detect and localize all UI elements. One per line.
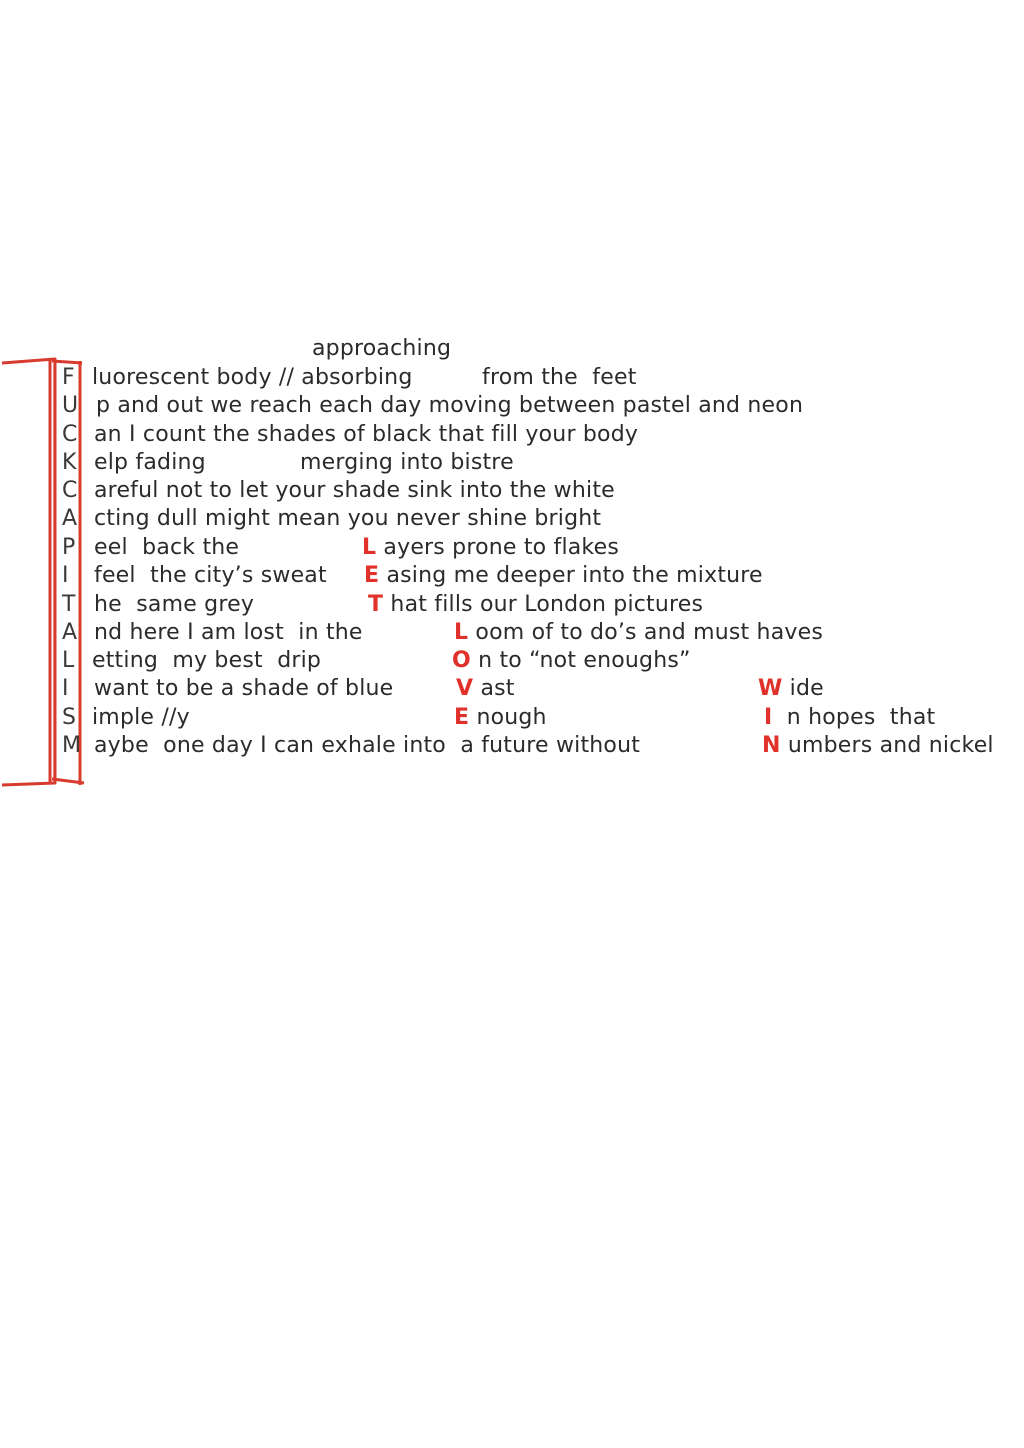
second-acrostic-line: [456, 675, 515, 703]
poem-line: he same grey: [94, 592, 255, 617]
second-acrostic-letter: T: [368, 592, 384, 617]
acrostic-letter: M: [62, 733, 81, 758]
poem-line: want to be a shade of blue: [94, 676, 394, 701]
third-acrostic-text: umbers and nickel: [787, 733, 994, 758]
acrostic-letter: L: [62, 648, 75, 673]
second-acrostic-line: [454, 619, 823, 647]
poem-line: elp fading: [94, 450, 206, 475]
acrostic-letter: C: [62, 478, 78, 503]
second-acrostic-letter: O: [452, 648, 471, 673]
second-acrostic-letter: E: [454, 705, 470, 730]
second-acrostic-letter: L: [454, 620, 469, 645]
acrostic-letter: P: [62, 535, 76, 560]
poem-line: p and out we reach each day moving between pastel and neon: [96, 393, 804, 418]
third-acrostic-line: [764, 704, 935, 732]
poem-line: an I count the shades of black that fill your body: [94, 422, 639, 447]
second-acrostic-letter: E: [364, 563, 380, 588]
poem-line: luorescent body // absorbing: [92, 365, 413, 390]
second-acrostic-text: nough: [476, 705, 547, 730]
second-acrostic-text: ast: [480, 676, 515, 701]
second-acrostic-text: n to “not enoughs”: [478, 648, 691, 673]
poem-line: cting dull might mean you never shine bright: [94, 506, 602, 531]
third-acrostic-text: ide: [789, 676, 824, 701]
third-acrostic-letter: N: [762, 733, 781, 758]
poem-line-fragment: from the feet: [482, 365, 637, 390]
poem-line: imple //y: [92, 705, 190, 730]
third-acrostic-line: [762, 732, 994, 760]
acrostic-letter: A: [62, 620, 78, 645]
poem-line: aybe one day I can exhale into a future without: [94, 733, 641, 758]
floating-word: approaching: [312, 336, 452, 361]
second-acrostic-line: [452, 647, 691, 675]
poem-line: nd here I am lost in the: [94, 620, 363, 645]
poem-line: feel the city’s sweat: [94, 563, 327, 588]
acrostic-letter: U: [62, 393, 79, 418]
second-acrostic-text: oom of to do’s and must haves: [475, 620, 823, 645]
second-acrostic-line: [362, 534, 619, 562]
second-acrostic-text: asing me deeper into the mixture: [386, 563, 763, 588]
acrostic-letter: A: [62, 506, 78, 531]
acrostic-letter: K: [62, 450, 77, 475]
second-acrostic-line: [364, 562, 763, 590]
third-acrostic-letter: I: [764, 705, 773, 730]
poem-line-fragment: merging into bistre: [300, 450, 514, 475]
second-acrostic-line: [368, 591, 703, 619]
second-acrostic-letter: V: [456, 676, 474, 701]
third-acrostic-line: [758, 675, 824, 703]
acrostic-letter: F: [62, 365, 75, 390]
acrostic-letter: I: [62, 676, 69, 701]
third-acrostic-letter: W: [758, 676, 783, 701]
poem-line: etting my best drip: [92, 648, 322, 673]
third-acrostic-text: n hopes that: [786, 705, 936, 730]
second-acrostic-text: ayers prone to flakes: [383, 535, 619, 560]
acrostic-letter: S: [62, 705, 76, 730]
second-acrostic-line: [454, 704, 547, 732]
acrostic-letter: T: [62, 592, 76, 617]
acrostic-letter: C: [62, 422, 78, 447]
second-acrostic-letter: L: [362, 535, 377, 560]
poem-line: eel back the: [94, 535, 240, 560]
second-acrostic-text: hat fills our London pictures: [390, 592, 704, 617]
acrostic-letter: I: [62, 563, 69, 588]
poem-line: areful not to let your shade sink into the white: [94, 478, 615, 503]
red-bracket-mark: [0, 355, 100, 790]
